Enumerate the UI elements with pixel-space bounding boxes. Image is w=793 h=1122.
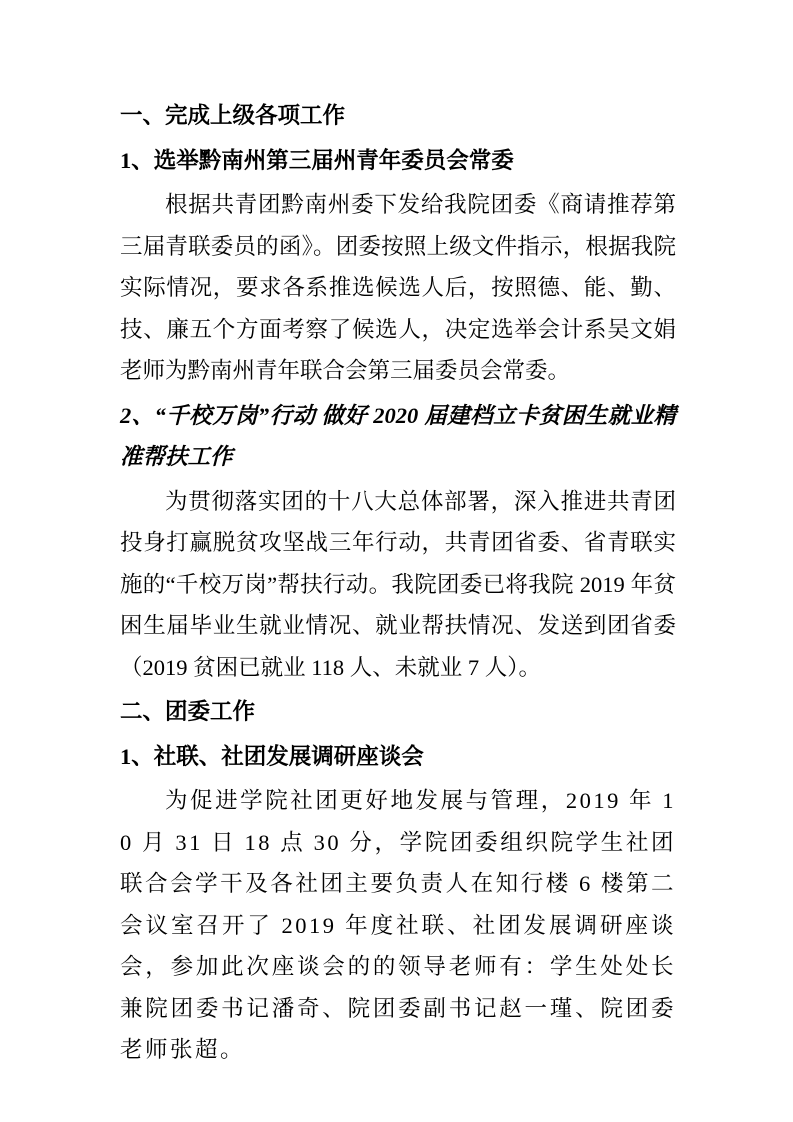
section-heading-league-committee-work: 二、团委工作 <box>120 699 256 724</box>
paragraph-youth-committee-election: 根据共青团黔南州委下发给我院团委《商请推荐第三届青联委员的函》。团委按照上级文件指示，根据我院实际情况，要求各系推选候选人后，按照德、能、勤、技、廉五个方面考察了候选人，决定选举会计系吴文娟老师为黔南州青年联合会第三届委员会常委。 <box>120 192 676 383</box>
section-heading-completing-superior-tasks: 一、完成上级各项工作 <box>120 103 346 128</box>
subheading-club-development-symposium: 1、社联、社团发展调研座谈会 <box>120 743 424 769</box>
paragraph-poverty-relief-employment: 为贯彻落实团的十八大总体部署，深入推进共青团投身打赢脱贫攻坚战三年行动，共青团省委、省青联实施的“千校万岗”帮扶行动。我院团委已将我院 2019 年贫困生届毕业生就业情况、就业帮扶情况、发送到团省委（2019 贫困已就业 118 人、未就业 7 人）。 <box>120 488 676 680</box>
subheading-thousand-schools-action: 2、“千校万岗”行动 做好 2020 届建档立卡贫困生就业精准帮扶工作 <box>120 402 676 469</box>
subheading-elect-youth-committee-member: 1、选举黔南州第三届州青年委员会常委 <box>120 147 514 173</box>
paragraph-club-symposium-details: 为促进学院社团更好地发展与管理，2019 年 10 月 31 日 18 点 30 分，学院团委组织院学生社团联合会学干及各社团主要负责人在知行楼 6 楼第二会议室召开了 2019 年度社联、社团发展调研座谈会，参加此次座谈会的的领导老师有：学生处处长兼院团委书记潘奇、院团委副书记赵一瑾、院团委老师张超。 <box>120 788 676 1062</box>
